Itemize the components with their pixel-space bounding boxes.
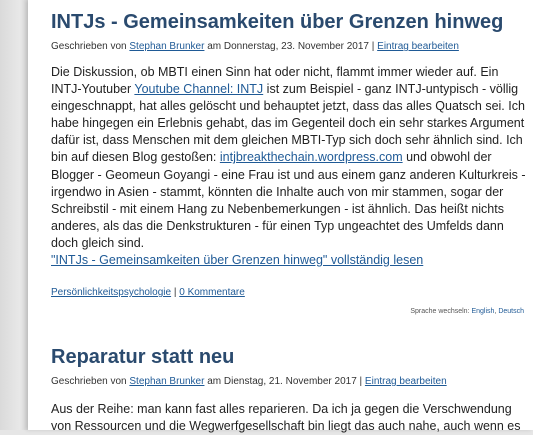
post-body-text: Die Diskussion, ob MBTI einen Sinn hat oder nicht, flammt immer wieder auf. Ein INTJ-Youtuber xyxy=(51,65,499,97)
read-more-link[interactable]: "INTJs - Gemeinsamkeiten über Grenzen hinweg" vollständig lesen xyxy=(51,253,424,268)
edit-entry-link[interactable]: Eintrag bearbeiten xyxy=(377,41,459,52)
language-english-link[interactable]: English xyxy=(471,308,495,316)
footer-separator: | xyxy=(171,287,180,299)
post-body xyxy=(51,64,526,269)
category-link[interactable]: Persönlichkeitspsychologie xyxy=(51,287,172,299)
edit-entry-link[interactable]: Eintrag bearbeiten xyxy=(364,376,447,388)
language-label: Sprache wechseln: xyxy=(410,308,472,316)
blog-post-intjs xyxy=(51,0,526,315)
youtube-channel-link[interactable]: Youtube Channel: INTJ xyxy=(134,82,264,97)
post-title-link[interactable]: INTJs - Gemeinsamkeiten über Grenzen hinweg xyxy=(51,11,504,33)
blog-link[interactable]: intjbreakthechain.wordpress.com xyxy=(219,150,403,165)
meta-prefix: Geschrieben von xyxy=(51,41,130,52)
post-body-text: Aus der Reihe: man kann fast alles reparieren. Da ich ja gegen die Verschwendung von Ressourcen und die Wegwerfgesellschaft bin liegt das auch nahe, auch wenn es xyxy=(51,402,521,434)
blog-content xyxy=(28,0,533,434)
author-link[interactable]: Stephan Brunker xyxy=(129,376,205,388)
comments-link[interactable]: 0 Kommentare xyxy=(179,287,245,299)
post-body-text: ist zum Beispiel - ganz INTJ-untypisch - völlig eingeschnappt, hat alles gelöscht und behauptet jetzt, dass das alles Quatsch sei. Ich habe hingegen ein Erlebnis gehabt, das im Gegenteil doch ein sehr starkes Argument dafür ist, dass Menschen mit dem gleichen MBTI-Typ sich doch sehr ähnlich sind. Ich bin auf diesen Blog gestoßen: xyxy=(51,82,525,165)
meta-date: am Donnerstag, 23. November 2017 | xyxy=(204,41,378,52)
language-switcher xyxy=(51,308,526,315)
post-title-link[interactable]: Reparatur statt neu xyxy=(51,346,235,369)
left-sidebar-strip xyxy=(0,0,28,430)
author-link[interactable]: Stephan Brunker xyxy=(129,41,205,52)
post-body-text: und obwohl der Blogger - Geomeun Goyangi - eine Frau ist und aus einem ganz anderen Kulturkreis - irgendwo in Asien - stammt, könnten die Inhalte auch von mir stammen, sogar der Schreibstil - mit einem Hang zu Nebenbemerkungen - ist ähnlich. Das heißt nichts anderes, als das die Denkstrukturen - für einen Typ ungeachtet des Umfelds dann doch gleich sind. xyxy=(51,150,526,250)
language-deutsch-link[interactable]: Deutsch xyxy=(498,308,524,316)
post-title xyxy=(51,315,526,369)
post-footer xyxy=(51,286,526,300)
blog-post-reparatur xyxy=(51,315,526,435)
meta-date: am Dienstag, 21. November 2017 | xyxy=(204,376,365,388)
post-title xyxy=(51,0,526,34)
language-separator: , xyxy=(494,308,499,316)
post-meta xyxy=(51,40,526,54)
meta-prefix: Geschrieben von xyxy=(51,376,130,388)
post-meta xyxy=(51,375,526,389)
